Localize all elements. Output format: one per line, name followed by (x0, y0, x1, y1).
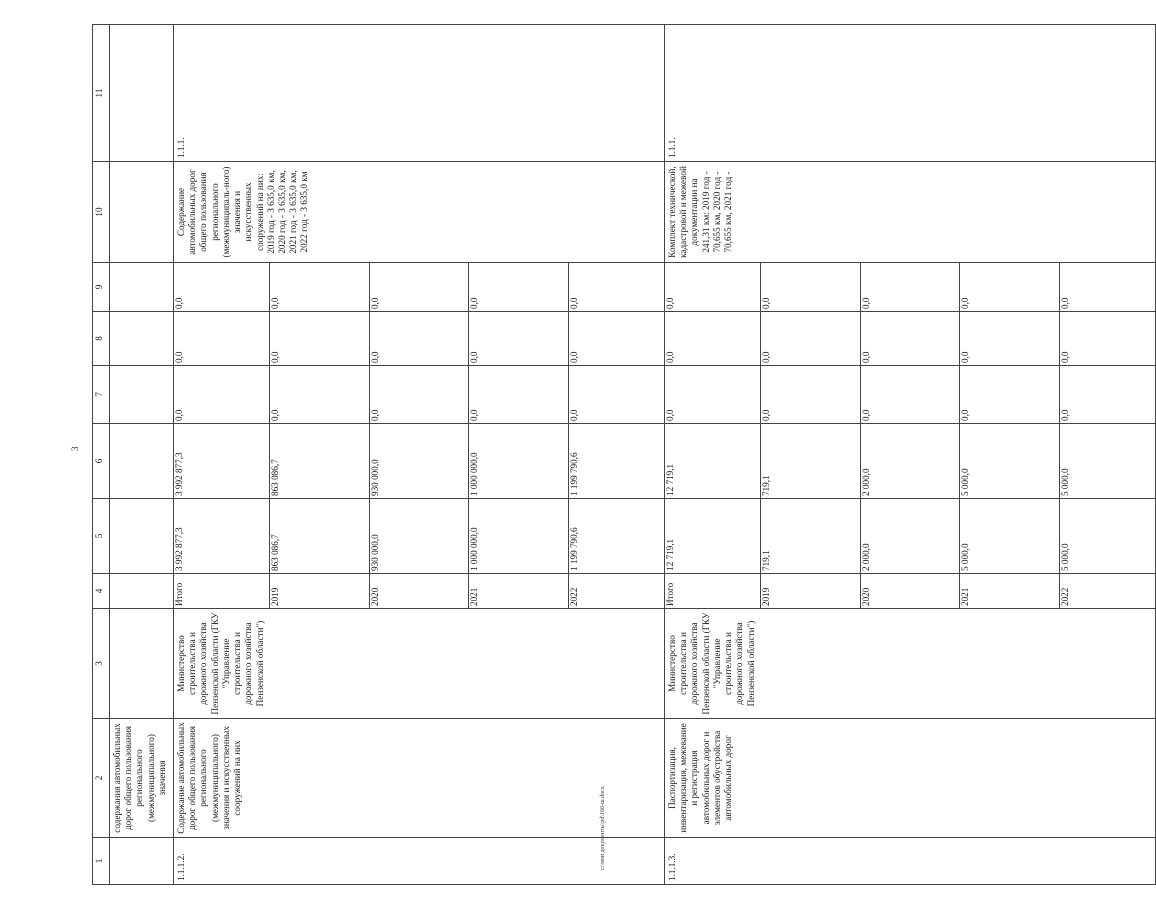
regional-amounts: 12 719,1 719,1 2 000,0 5 000,0 5 000,0 (665, 424, 1155, 498)
years-list: Итого 2019 2020 2021 2022 (665, 574, 1155, 608)
col-header-4: 4 (93, 574, 110, 609)
row-link: 1.1.1. (665, 25, 1156, 162)
col-header-10: 10 (93, 162, 110, 263)
row-indicator: Содержание автомобильных дорог общего пользования регионального (межмуниципаль-ного) значения и искусственных сооружений на них: 2019 год - 3 635,0 км, 2020 год - 3 635,0 км, 2021 год - 3 635,0 км, 2022 год - 3 635,0 км (174, 162, 665, 263)
column9-amounts: 0,0 0,0 0,0 0,0 0,0 (174, 263, 664, 311)
col-header-7: 7 (93, 366, 110, 424)
header-row (93, 25, 110, 885)
col-header-9: 9 (93, 263, 110, 312)
col-header-8: 8 (93, 312, 110, 366)
column7-amounts: 0,0 0,0 0,0 0,0 0,0 (665, 366, 1155, 423)
column8-amounts: 0,0 0,0 0,0 0,0 0,0 (665, 312, 1155, 365)
years-list: Итого 2019 2020 2021 2022 (174, 574, 664, 608)
row-indicator: Комплект технической, кадастровой и межевой документации на 241,31 км: 2019 год - 70,655 км, 2020 год - 70,655 км, 2021 год - (665, 162, 1156, 263)
page-number: 3 (70, 446, 80, 451)
row-code: 1.1.1.3. (665, 838, 1156, 885)
col-header-6: 6 (93, 424, 110, 499)
col-header-2: 2 (93, 719, 110, 838)
program-table (92, 24, 1156, 885)
regional-amounts: 3 992 877,3 863 086,7 930 000,0 1 000 000,0 1 199 790,6 (174, 424, 664, 498)
footer-file-path: c:\мои документы\рd\166-ш.docx (600, 786, 606, 870)
column9-amounts: 0,0 0,0 0,0 0,0 0,0 (665, 263, 1155, 311)
row-link: 1.1.1. (174, 25, 665, 162)
row-executor: Министерство строительства и дорожного хозяйства Пензенской области (ГКУ "Управление строительства и дорожного хозяйства Пензенской области") (665, 609, 1156, 719)
table-row (665, 25, 1156, 885)
column8-amounts: 0,0 0,0 0,0 0,0 0,0 (174, 312, 664, 365)
col-header-1: 1 (93, 838, 110, 885)
column7-amounts: 0,0 0,0 0,0 0,0 0,0 (174, 366, 664, 423)
row-code: 1.1.1.2. (174, 838, 665, 885)
table-row (174, 25, 665, 885)
row-name: Содержание автомобильных дорог общего пользования регионального (межмуниципального) значения и искусственных сооружений на них (174, 719, 665, 838)
row-executor: Министерство строительства и дорожного хозяйства Пензенской области (ГКУ "Управление строительства и дорожного хозяйства Пензенской области") (174, 609, 665, 719)
total-amounts: 3 992 877,3 863 086,7 930 000,0 1 000 000,0 1 199 790,6 (174, 499, 664, 573)
total-amounts: 12 719,1 719,1 2 000,0 5 000,0 5 000,0 (665, 499, 1155, 573)
row-name: Паспортизация, инвентаризация, межевание и регистрация автомобильных дорог и элементов обустройства автомобильных дорог (665, 719, 1156, 838)
col-header-5: 5 (93, 499, 110, 574)
continuation-name: содержания автомобильных дорог общего пользования регионального (межмуниципального) значения (110, 719, 174, 838)
col-header-11: 11 (93, 25, 110, 162)
continuation-row (110, 25, 174, 885)
col-header-3: 3 (93, 609, 110, 719)
